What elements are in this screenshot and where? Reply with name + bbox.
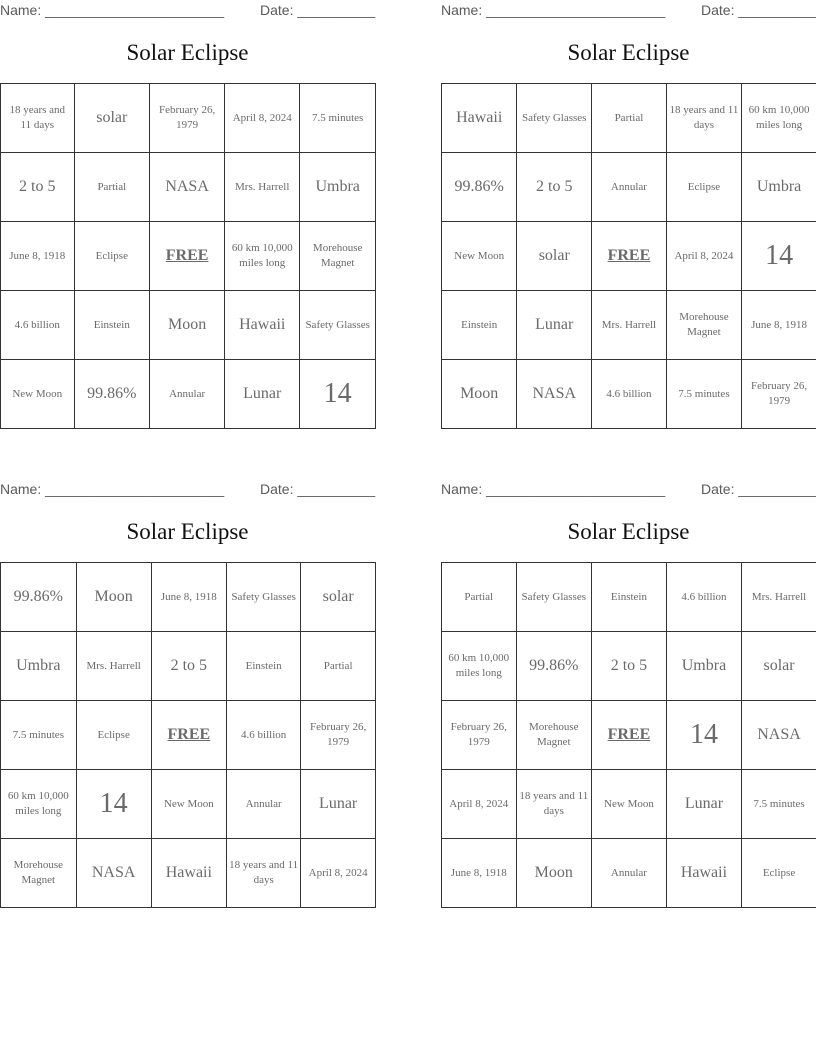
bingo-cell: February 26, 1979 [442, 701, 517, 770]
bingo-cell: Umbra [742, 153, 816, 222]
grid-row [1, 153, 376, 222]
bingo-cell: Lunar [225, 360, 300, 429]
grid-row [1, 291, 376, 360]
bingo-cell: Partial [301, 632, 376, 701]
bingo-cell: 99.86% [442, 153, 517, 222]
bingo-cell: 18 years and 11 days [666, 84, 741, 153]
bingo-cell: 4.6 billion [666, 563, 741, 632]
grid-row [442, 563, 816, 632]
bingo-cell: 2 to 5 [592, 632, 667, 701]
bingo-cell: Eclipse [666, 153, 741, 222]
bingo-cell: Hawaii [442, 84, 517, 153]
free-space-cell: FREE [150, 222, 225, 291]
bingo-cell: Safety Glasses [300, 291, 376, 360]
bingo-cell: Morehouse Magnet [1, 839, 77, 908]
bingo-cell: Einstein [74, 291, 150, 360]
grid-row [1, 222, 376, 291]
bingo-cell: Einstein [442, 291, 517, 360]
date-line: Date: __________ [260, 2, 376, 18]
grid-row [442, 222, 816, 291]
bingo-cell: 2 to 5 [151, 632, 226, 701]
bingo-cell: solar [301, 563, 376, 632]
bingo-grid [0, 83, 376, 429]
name-line: Name: _______________________ [441, 481, 666, 497]
bingo-cell: June 8, 1918 [1, 222, 75, 291]
bingo-cell: 14 [300, 360, 376, 429]
grid-row [442, 84, 816, 153]
bingo-cell: Lunar [666, 770, 741, 839]
bingo-cell: 4.6 billion [592, 360, 667, 429]
bingo-cell: Morehouse Magnet [300, 222, 376, 291]
card-title: Solar Eclipse [126, 519, 249, 544]
card-header-row [0, 0, 376, 22]
bingo-cell: Mrs. Harrell [592, 291, 667, 360]
bingo-cell: Annular [592, 839, 667, 908]
bingo-cell: 99.86% [74, 360, 150, 429]
bingo-cell: Annular [150, 360, 225, 429]
bingo-cell: February 26, 1979 [301, 701, 376, 770]
bingo-cell: Hawaii [666, 839, 741, 908]
bingo-cell: Moon [516, 839, 592, 908]
bingo-cell: 7.5 minutes [1, 701, 77, 770]
bingo-cell: solar [742, 632, 816, 701]
bingo-cell: New Moon [151, 770, 226, 839]
bingo-cell: April 8, 2024 [666, 222, 741, 291]
bingo-cell: Moon [76, 563, 151, 632]
bingo-cell: 18 years and 11 days [516, 770, 592, 839]
bingo-cell: June 8, 1918 [442, 839, 517, 908]
bingo-cell: Partial [74, 153, 150, 222]
bingo-cell: Hawaii [151, 839, 226, 908]
bingo-card [0, 0, 376, 434]
bingo-cell: Eclipse [76, 701, 151, 770]
date-line: Date: __________ [260, 481, 376, 497]
bingo-cell: Mrs. Harrell [76, 632, 151, 701]
bingo-cell: 18 years and 11 days [227, 839, 301, 908]
bingo-card [441, 0, 816, 434]
name-line: Name: _______________________ [0, 481, 225, 497]
card-title: Solar Eclipse [567, 519, 690, 544]
bingo-cell: February 26, 1979 [150, 84, 225, 153]
name-line: Name: _______________________ [441, 2, 666, 18]
grid-row [1, 632, 376, 701]
bingo-cell: Hawaii [225, 291, 300, 360]
grid-row [442, 360, 816, 429]
card-header-row [441, 479, 816, 501]
bingo-cell: NASA [150, 153, 225, 222]
bingo-grid [441, 83, 816, 429]
bingo-cell: 14 [666, 701, 741, 770]
grid-row [442, 153, 816, 222]
bingo-cell: 60 km 10,000 miles long [225, 222, 300, 291]
bingo-cell: Einstein [227, 632, 301, 701]
bingo-cell: Partial [592, 84, 667, 153]
grid-row [1, 360, 376, 429]
bingo-cell: 7.5 minutes [300, 84, 376, 153]
bingo-cell: April 8, 2024 [442, 770, 517, 839]
grid-row [442, 701, 816, 770]
bingo-cell: 14 [742, 222, 816, 291]
bingo-cell: NASA [517, 360, 592, 429]
bingo-cell: Umbra [1, 632, 77, 701]
card-title: Solar Eclipse [567, 40, 690, 65]
bingo-cell: Umbra [300, 153, 376, 222]
grid-row [442, 632, 816, 701]
bingo-cell: 4.6 billion [1, 291, 75, 360]
grid-row [1, 563, 376, 632]
bingo-cell: 14 [76, 770, 151, 839]
grid-row [442, 770, 816, 839]
bingo-cell: June 8, 1918 [151, 563, 226, 632]
bingo-cell: Safety Glasses [516, 563, 592, 632]
bingo-cell: 60 km 10,000 miles long [1, 770, 77, 839]
bingo-grid [441, 562, 816, 908]
bingo-cell: solar [517, 222, 592, 291]
bingo-cell: Mrs. Harrell [742, 563, 816, 632]
bingo-card [0, 479, 376, 913]
name-line: Name: _______________________ [0, 2, 225, 18]
bingo-cell: Eclipse [742, 839, 816, 908]
bingo-cell: New Moon [592, 770, 667, 839]
date-line: Date: __________ [701, 481, 816, 497]
grid-row [1, 839, 376, 908]
bingo-cell: Eclipse [74, 222, 150, 291]
bingo-cell: Safety Glasses [517, 84, 592, 153]
bingo-cell: 60 km 10,000 miles long [442, 632, 517, 701]
free-space-cell: FREE [592, 222, 667, 291]
bingo-cell: April 8, 2024 [225, 84, 300, 153]
bingo-cell: New Moon [1, 360, 75, 429]
bingo-cell: 2 to 5 [1, 153, 75, 222]
bingo-cell: 99.86% [516, 632, 592, 701]
bingo-cell: February 26, 1979 [742, 360, 816, 429]
bingo-cell: New Moon [442, 222, 517, 291]
bingo-cell: Lunar [301, 770, 376, 839]
bingo-cell: Moon [150, 291, 225, 360]
free-space-cell: FREE [592, 701, 667, 770]
bingo-cell: Morehouse Magnet [516, 701, 592, 770]
bingo-grid [0, 562, 376, 908]
grid-row [442, 291, 816, 360]
bingo-cell: Lunar [517, 291, 592, 360]
bingo-cell: June 8, 1918 [742, 291, 816, 360]
bingo-cell: 2 to 5 [517, 153, 592, 222]
bingo-cell: solar [74, 84, 150, 153]
bingo-cell: 7.5 minutes [742, 770, 816, 839]
bingo-cell: 60 km 10,000 miles long [742, 84, 816, 153]
bingo-cell: NASA [76, 839, 151, 908]
card-title: Solar Eclipse [126, 40, 249, 65]
grid-row [1, 701, 376, 770]
grid-row [1, 770, 376, 839]
bingo-cell: 18 years and 11 days [1, 84, 75, 153]
bingo-cell: Partial [442, 563, 517, 632]
bingo-cell: Moon [442, 360, 517, 429]
bingo-cell: 99.86% [1, 563, 77, 632]
grid-row [1, 84, 376, 153]
bingo-cell: Safety Glasses [227, 563, 301, 632]
bingo-cell: April 8, 2024 [301, 839, 376, 908]
bingo-cell: NASA [742, 701, 816, 770]
bingo-cell: Einstein [592, 563, 667, 632]
date-line: Date: __________ [701, 2, 816, 18]
card-header-row [441, 0, 816, 22]
card-header-row [0, 479, 376, 501]
grid-row [442, 839, 816, 908]
free-space-cell: FREE [151, 701, 226, 770]
bingo-cell: Mrs. Harrell [225, 153, 300, 222]
bingo-cell: Annular [592, 153, 667, 222]
bingo-cell: Annular [227, 770, 301, 839]
bingo-card [441, 479, 816, 913]
bingo-cell: 7.5 minutes [666, 360, 741, 429]
bingo-cell: 4.6 billion [227, 701, 301, 770]
bingo-cell: Umbra [666, 632, 741, 701]
bingo-cell: Morehouse Magnet [666, 291, 741, 360]
